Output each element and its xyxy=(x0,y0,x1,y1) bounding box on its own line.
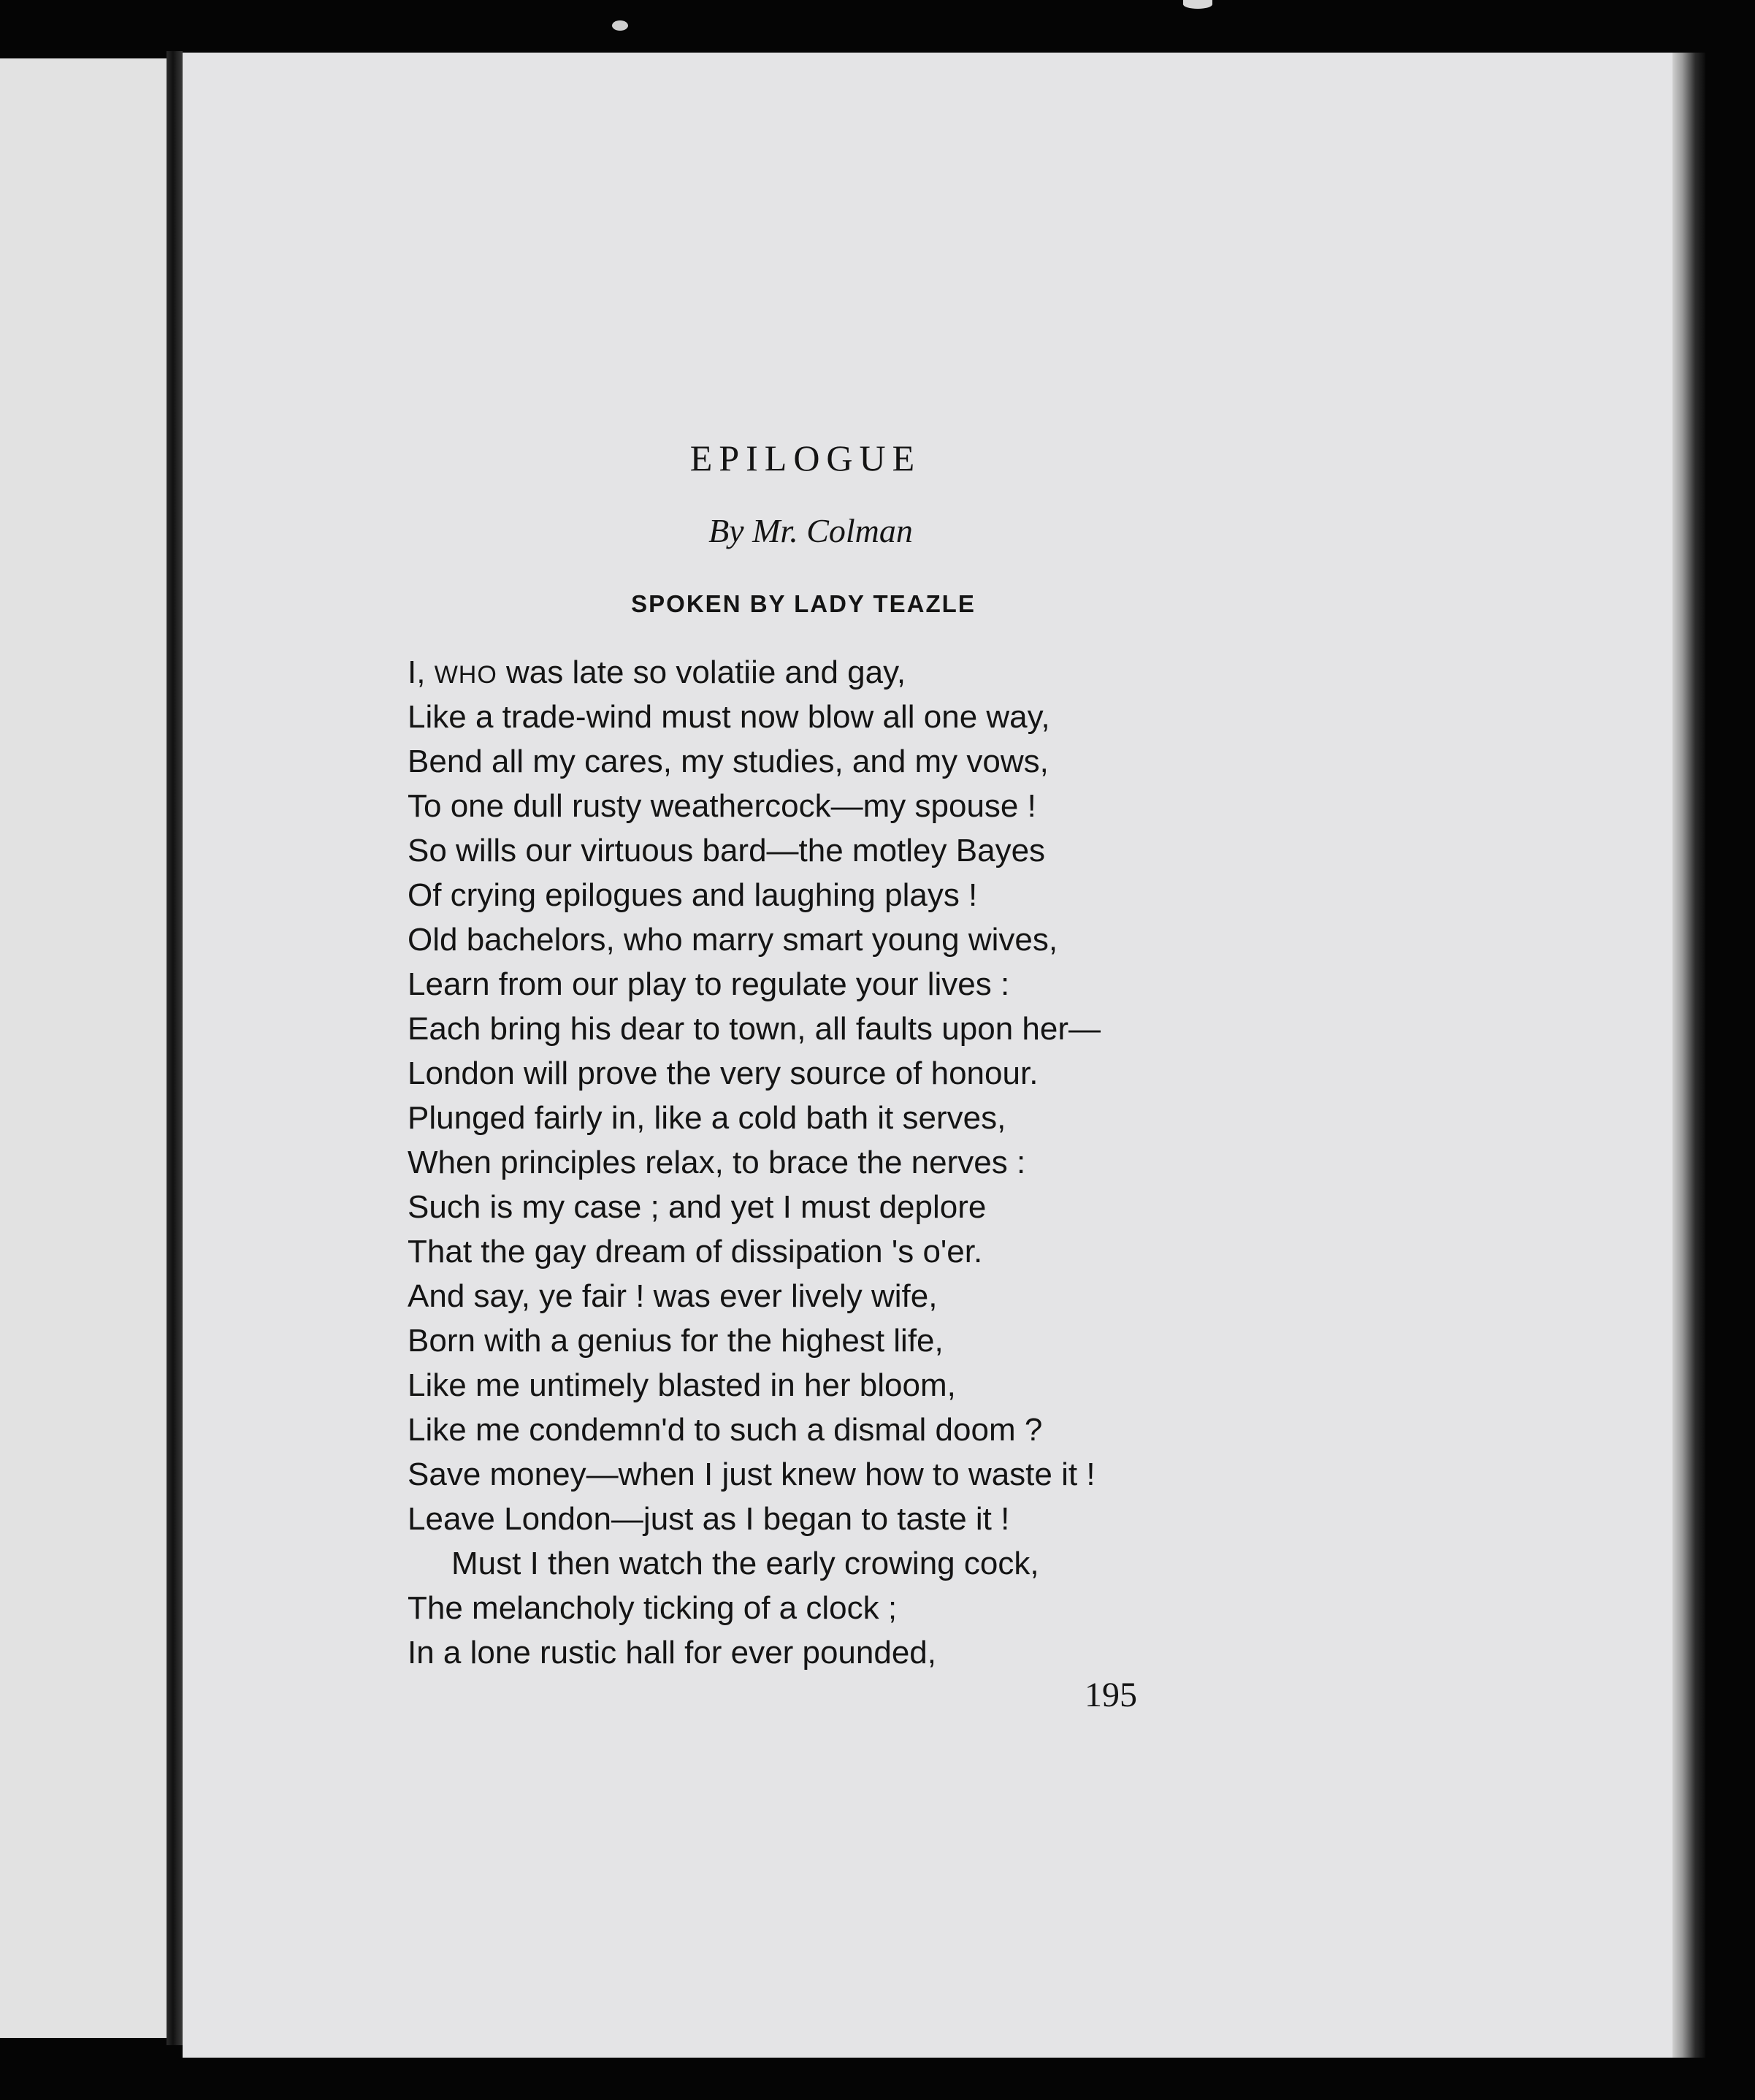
spoken-by-heading: SPOKEN BY LADY TEAZLE xyxy=(631,590,976,617)
right-page-edge xyxy=(1672,53,1705,2058)
poem-line: Learn from our play to regulate your lives : xyxy=(408,966,1010,1002)
left-page-edge xyxy=(0,58,167,2038)
byline: By Mr. Colman xyxy=(708,512,913,549)
poem-line: So wills our virtuous bard—the motley Bayes xyxy=(408,833,1046,868)
poem-text xyxy=(408,650,1255,1675)
poem-line: Leave London—just as I began to taste it ! xyxy=(408,1501,1010,1537)
poem-line: Born with a genius for the highest life, xyxy=(408,1323,944,1359)
page-number: 195 xyxy=(1085,1676,1137,1714)
poem-line: The melancholy ticking of a clock ; xyxy=(408,1590,898,1626)
first-line-rest: was late so volatiie and gay, xyxy=(506,654,906,690)
page-title: EPILOGUE xyxy=(689,438,922,478)
poem-line: Each bring his dear to town, all faults upon her— xyxy=(408,1011,1101,1047)
poem-line: Like me untimely blasted in her bloom, xyxy=(408,1367,956,1403)
poem-line: Save money—when I just knew how to waste it ! xyxy=(408,1456,1096,1492)
poem-line: In a lone rustic hall for ever pounded, xyxy=(408,1635,937,1671)
poem-line xyxy=(408,650,1255,695)
poem-line-indented: Must I then watch the early crowing cock, xyxy=(451,1546,1039,1581)
poem-line: Plunged fairly in, like a cold bath it serves, xyxy=(408,1100,1006,1136)
scan-speck xyxy=(612,20,628,31)
poem-line: Bend all my cares, my studies, and my vows, xyxy=(408,744,1049,779)
poem-line: Old bachelors, who marry smart young wives, xyxy=(408,922,1058,958)
poem-line: Like me condemn'd to such a dismal doom ? xyxy=(408,1412,1043,1448)
poem-line: London will prove the very source of honour. xyxy=(408,1055,1039,1091)
poem-line: Such is my case ; and yet I must deplore xyxy=(408,1189,987,1225)
book-gutter xyxy=(167,51,183,2045)
poem-line: Like a trade-wind must now blow all one way, xyxy=(408,699,1050,735)
first-word-smallcaps: WHO xyxy=(434,661,497,689)
poem-line: When principles relax, to brace the nerves : xyxy=(408,1145,1026,1180)
first-word: I, xyxy=(408,654,426,690)
scan-speck xyxy=(1183,0,1212,9)
poem-line: And say, ye fair ! was ever lively wife, xyxy=(408,1278,938,1314)
poem-line: Of crying epilogues and laughing plays ! xyxy=(408,877,978,913)
poem-line: To one dull rusty weathercock—my spouse ! xyxy=(408,788,1036,824)
poem-line: That the gay dream of dissipation 's o'er. xyxy=(408,1234,983,1269)
